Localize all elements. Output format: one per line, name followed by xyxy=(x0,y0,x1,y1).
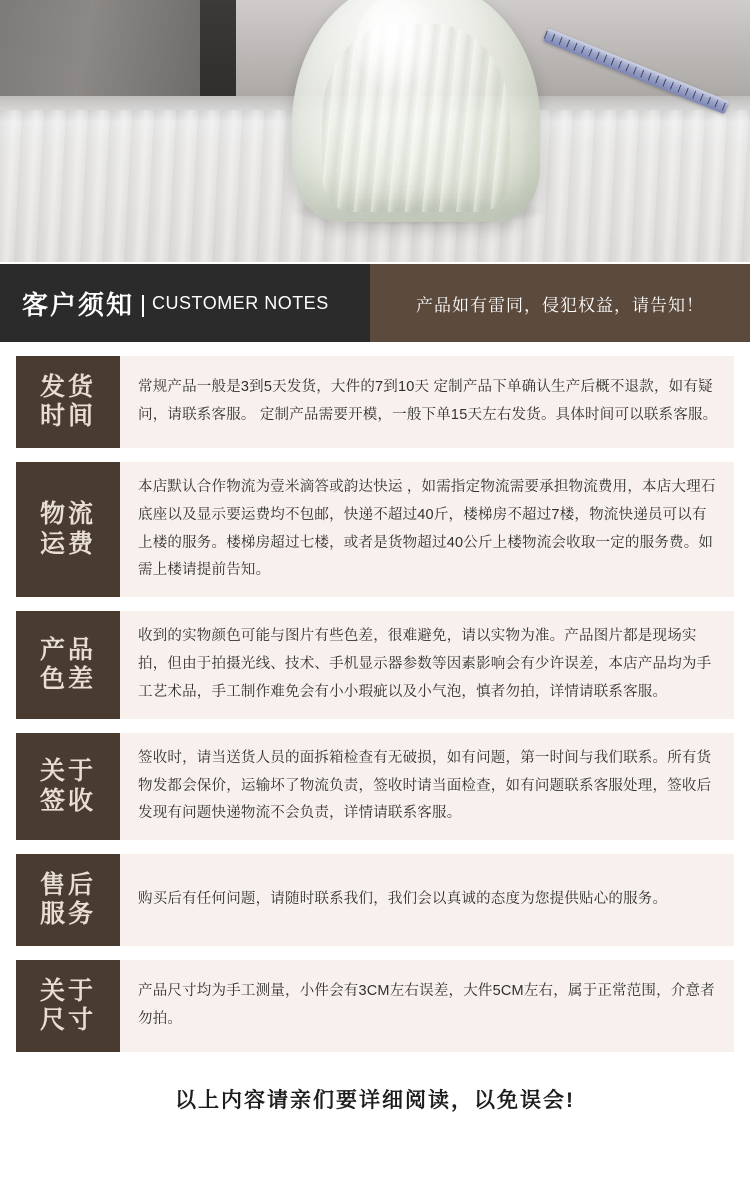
note-tag-line2: 签收 xyxy=(39,786,96,815)
header-title-block xyxy=(0,264,370,342)
header-notice: 产品如有雷同，侵犯权益，请告知！ xyxy=(370,264,750,342)
note-tag xyxy=(16,462,120,597)
note-tag-line2: 运费 xyxy=(39,529,96,558)
footer-reminder: 以上内容请亲们要详细阅读，以免误会! xyxy=(175,1089,575,1113)
note-text: 收到的实物颜色可能与图片有些色差，很难避免，请以实物为准。产品图片都是现场实拍，但由于拍摄光线、技术、手机显示器参数等因素影响会有少许误差，本店产品均为手工艺术品，手工制作难免会有小小瑕疵以及小气泡，慎者勿拍，详情请联系客服。 xyxy=(120,611,734,718)
page-title-cn: 客户须知 xyxy=(22,289,135,320)
note-tag-line2: 尺寸 xyxy=(39,1006,96,1035)
note-row xyxy=(16,356,734,448)
notes-list xyxy=(0,342,750,1052)
note-row xyxy=(16,854,734,946)
photo-wall-dark-panel xyxy=(200,0,240,108)
note-tag xyxy=(16,854,120,946)
note-text: 常规产品一般是3到5天发货，大件的7到10天 定制产品下单确认生产后概不退款，如有疑问，请联系客服。 定制产品需要开模，一般下单15天左右发货。具体时间可以联系客服。 xyxy=(120,356,734,448)
note-tag-line1: 产品 xyxy=(39,635,96,664)
note-text: 购买后有任何问题，请随时联系我们，我们会以真诚的态度为您提供贴心的服务。 xyxy=(120,854,734,946)
photo-glass-sculpture xyxy=(292,0,540,222)
page-title-en: CUSTOMER NOTES xyxy=(152,292,329,313)
note-tag xyxy=(16,356,120,448)
customer-notes-header xyxy=(0,264,750,342)
note-row xyxy=(16,960,734,1052)
note-tag-line2: 时间 xyxy=(39,402,96,430)
note-tag-line1: 物流 xyxy=(39,500,96,529)
note-row xyxy=(16,611,734,718)
note-tag-line1: 关于 xyxy=(39,757,96,786)
note-text: 产品尺寸均为手工测量，小件会有3CM左右误差，大件5CM左右，属于正常范围，介意者勿拍。 xyxy=(120,960,734,1052)
note-row xyxy=(16,462,734,597)
title-divider xyxy=(142,295,144,317)
note-tag-line1: 关于 xyxy=(39,976,96,1005)
note-tag-line2: 服务 xyxy=(39,900,96,929)
note-tag-line2: 色差 xyxy=(39,665,96,694)
note-tag xyxy=(16,733,120,840)
note-row xyxy=(16,733,734,840)
note-text: 本店默认合作物流为壹米滴答或韵达快运 ，如需指定物流需要承担物流费用，本店大理石底座以及显示要运费均不包邮，快递不超过40斤，楼梯房不超过7楼，物流快递员可以有上楼的服务。楼梯房超过七楼，或者是货物超过40公斤上楼物流会收取一定的服务费。如需上楼请提前告知。 xyxy=(120,462,734,597)
note-tag xyxy=(16,611,120,718)
note-text: 签收时，请当送货人员的面拆箱检查有无破损，如有问题，第一时间与我们联系。所有货物发都会保价，运输坏了物流负责，签收时请当面检查，如有问题联系客服处理，签收后发现有问题快递物流不会负责，详情请联系客服。 xyxy=(120,733,734,840)
product-photo xyxy=(0,0,750,262)
note-tag-line1: 售后 xyxy=(39,870,96,899)
note-tag-line1: 发货 xyxy=(39,372,96,401)
note-tag xyxy=(16,960,120,1052)
